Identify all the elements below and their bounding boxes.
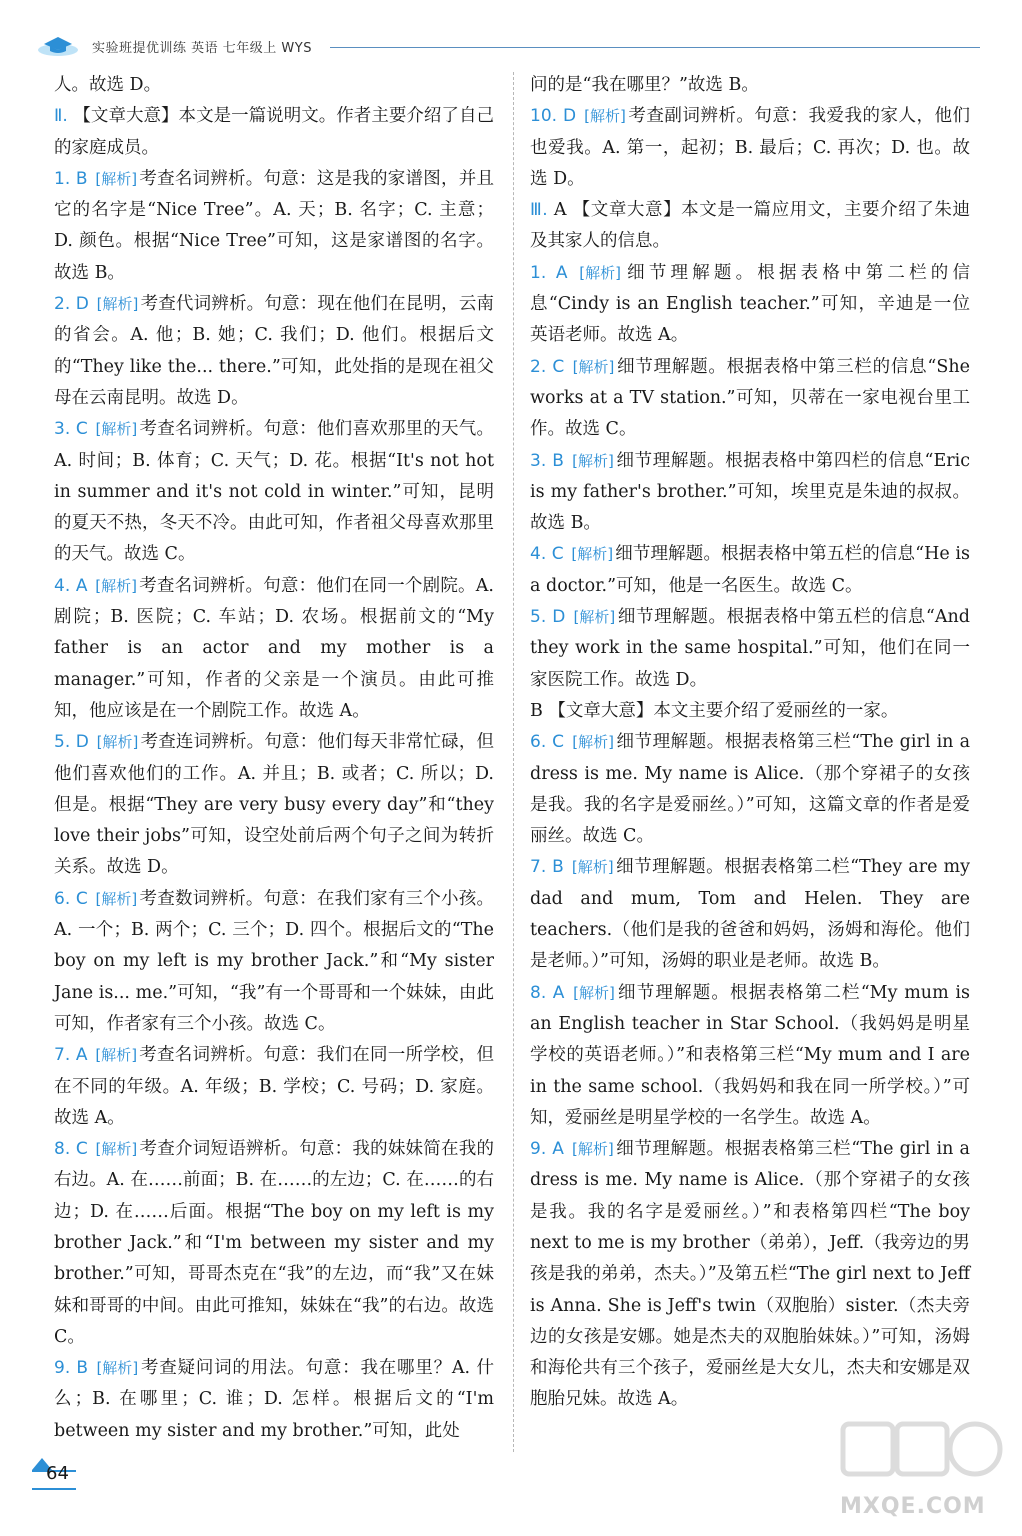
analysis-tag: [ 解析 ] [93, 571, 139, 602]
analysis-tag: [ 解析 ] [572, 602, 618, 633]
analysis-tag: [ 解析 ] [94, 1353, 140, 1384]
item-text: 考查代词辨析。句意：现在他们在昆明，云南的省会。A. 他；B. 她；C. 我们；D. 他们。根据后文的“They like the... there.”可知，此处指的是现在祖父母在云南昆明。故选 D。 [54, 294, 494, 408]
answer-item [54, 727, 494, 883]
answer-item [530, 727, 970, 852]
analysis-tag: [ 解析 ] [570, 852, 616, 883]
right-column [530, 70, 970, 1416]
analysis-tag: [ 解析 ] [571, 978, 617, 1009]
page-header [0, 0, 1022, 62]
analysis-tag: [ 解析 ] [95, 727, 141, 758]
item-text: 考查名词辨析。句意：他们在同一个剧院。A. 剧院；B. 医院；C. 车站；D. 农场。根据前文的“My father is an actor and my mother is a manager.”可知，作者的父亲是一个演员。由此可推知，他应该是在一个剧院工作。故选 A。 [54, 575, 494, 721]
item-text: 考查介词短语辨析。句意：我的妹妹简在我的右边。A. 在……前面；B. 在……的左边；C. 在……的右边；D. 在……后面。根据“The boy on my left is my brother Jack.”和“I'm between my sister and my brother.”可知，哥哥杰克在“我”的左边，而“我”又在妹妹和哥哥的中间。由此可推知，妹妹在“我”的右边。故选 C。 [54, 1139, 494, 1347]
item-number: 5. D [54, 732, 89, 753]
answer-item [54, 1353, 494, 1447]
answer-item [54, 101, 494, 164]
header-divider [330, 47, 980, 48]
graduation-cap-icon [36, 34, 80, 58]
item-number: 2. D [54, 294, 89, 315]
answer-item [530, 696, 970, 727]
item-text: 细节理解题。根据表格中第四栏的信息“Eric is my father's brother.”可知，埃里克是朱迪的叔叔。故选 B。 [530, 450, 970, 534]
answer-item [530, 101, 970, 195]
item-number: 3. C [54, 419, 88, 440]
item-text: 考查副词辨析。句意：我爱我的家人，他们也爱我。A. 第一，起初；B. 最后；C. 再次；D. 也。故选 D。 [530, 106, 970, 189]
analysis-tag: [ 解析 ] [569, 539, 615, 570]
item-number: 2. C [530, 356, 565, 377]
item-number: 4. C [530, 544, 564, 565]
analysis-tag: [ 解析 ] [570, 446, 616, 477]
answer-item [54, 289, 494, 414]
answer-item [54, 571, 494, 727]
item-number: Ⅲ. [530, 200, 548, 221]
item-text: 细节理解题。根据表格第三栏“The girl in a dress is me. My name is Alice.（那个穿裙子的女孩是我。我的名字是爱丽丝。）”和表格第四栏“The boy next to me is my brother（弟弟），Jeff.（我旁边的男孩是我的弟弟，杰夫。）”及第五栏“The girl next to Jeff is Anna. She is Jeff's twin（双胞胎）sister.（杰夫旁边的女孩是安娜。她是杰夫的双胞胎妹妹。）”可知，汤姆和海伦共有三个孩子，爱丽丝是大女儿，杰夫和安娜是双胞胎兄妹。故选 A。 [530, 1139, 970, 1410]
answer-item [530, 446, 970, 540]
analysis-tag: [ 解析 ] [93, 1040, 139, 1071]
column-divider [513, 72, 514, 1452]
analysis-tag: [ 解析 ] [570, 1134, 616, 1165]
item-text: 细节理解题。根据表格第二栏“They are my dad and mum, Tom and Helen. They are teachers.（他们是我的爸爸和妈妈，汤姆和海伦。他们是老师。）”可知，汤姆的职业是老师。故选 B。 [530, 857, 970, 972]
item-text: B 【文章大意】本文主要介绍了爱丽丝的一家。 [530, 700, 899, 721]
item-number: 6. C [530, 732, 565, 753]
item-number: 5. D [530, 607, 566, 628]
book-title: 实验班提优训练 英语 七年级上 WYS [92, 41, 312, 56]
analysis-tag: [ 解析 ] [94, 1134, 140, 1165]
left-column [54, 70, 494, 1447]
item-text: 考查疑问词的用法。句意：我在哪里？A. 什么；B. 在哪里；C. 谁；D. 怎样。根据后文的“I'm between my sister and my brother.”可知，此处 [54, 1358, 494, 1441]
item-text: 细节理解题。根据表格第三栏“The girl in a dress is me. My name is Alice.（那个穿裙子的女孩是我。我的名字是爱丽丝。）”可知，这篇文章的作者是爱丽丝。故选 C。 [530, 732, 970, 847]
analysis-tag: [ 解析 ] [571, 352, 617, 383]
answer-item [530, 1134, 970, 1416]
answer-item [530, 352, 970, 446]
item-number: 7. B [530, 857, 564, 878]
item-text: 细节理解题。根据表格中第五栏的信息“And they work in the same hospital.”可知，他们在同一家医院工作。故选 D。 [530, 607, 970, 690]
item-number: 7. A [54, 1045, 88, 1066]
item-text: 人。故选 D。 [54, 75, 162, 95]
analysis-tag: [ 解析 ] [93, 164, 139, 195]
answer-item [530, 258, 970, 352]
answer-item [54, 1040, 494, 1134]
item-number: 4. A [54, 575, 88, 596]
item-number: 10. D [530, 106, 577, 127]
item-text: 细节理解题。根据表格中第五栏的信息“He is a doctor.”可知，他是一名医生。故选 C。 [530, 544, 970, 596]
analysis-tag: [ 解析 ] [94, 414, 140, 445]
answer-item [54, 70, 494, 101]
analysis-tag: [ 解析 ] [95, 289, 141, 320]
item-text: A 【文章大意】本文是一篇应用文，主要介绍了朱迪及其家人的信息。 [530, 200, 970, 252]
item-text: 【文章大意】本文是一篇说明文。作者主要介绍了自己的家庭成员。 [54, 106, 494, 158]
item-text: 考查名词辨析。句意：这是我的家谱图，并且它的名字是“Nice Tree”。A. 天；B. 名字；C. 主意；D. 颜色。根据“Nice Tree”可知，这是家谱图的名字。故选 B。 [54, 168, 494, 283]
item-text: 考查名词辨析。句意：我们在同一所学校，但在不同的年级。A. 年级；B. 学校；C. 号码；D. 家庭。故选 A。 [54, 1045, 494, 1128]
item-text: 细节理解题。根据表格中第二栏的信息“Cindy is an English teacher.”可知，辛迪是一位英语老师。故选 A。 [530, 262, 970, 346]
item-text: 考查数词辨析。句意：在我们家有三个小孩。A. 一个；B. 两个；C. 三个；D. 四个。根据后文的“The boy on my left is my brother Jack.”和“My sister Jane is... me.”可知，“我”有一个哥哥和一个妹妹，由此可知，作者家有三个小孩。故选 C。 [54, 888, 494, 1034]
analysis-tag: [ 解析 ] [577, 258, 623, 289]
item-number: 6. C [54, 888, 88, 909]
item-text: 细节理解题。根据表格第二栏“My mum is an English teacher in Star School.（我妈妈是明星学校的英语老师。）”和表格第三栏“My mum and I are in the same school.（我妈妈和我在同一所学校。）”可知，爱丽丝是明星学校的一名学生。故选 A。 [530, 982, 970, 1128]
answer-item [530, 852, 970, 977]
item-number: Ⅱ. [54, 106, 68, 127]
analysis-tag: [ 解析 ] [582, 101, 628, 132]
answer-item [54, 884, 494, 1040]
item-number: 1. A [530, 262, 568, 283]
answer-item [54, 414, 494, 570]
item-text: 细节理解题。根据表格中第三栏的信息“She works at a TV station.”可知，贝蒂在一家电视台里工作。故选 C。 [530, 356, 970, 440]
answer-item [530, 539, 970, 602]
answer-item [54, 1134, 494, 1353]
item-number: 9. B [54, 1358, 89, 1379]
item-number: 3. B [530, 450, 564, 471]
item-text: 考查名词辨析。句意：他们喜欢那里的天气。A. 时间；B. 体育；C. 天气；D. 花。根据“It's not hot in summer and it's not cold in winter.”可知，昆明的夏天不热，冬天不冷。由此可知，作者祖父母喜欢那里的天气。故选 C。 [54, 419, 494, 565]
watermark-text: MXQE.COM [840, 1494, 986, 1519]
item-number: 9. A [530, 1139, 564, 1160]
item-number: 8. C [54, 1139, 88, 1160]
item-number: 8. A [530, 982, 565, 1003]
item-text: 考查连词辨析。句意：他们每天非常忙碌，但他们喜欢他们的工作。A. 并且；B. 或者；C. 所以；D. 但是。根据“They are very busy every day”和“they love their jobs”可知，设空处前后两个句子之间为转折关系。故选 D。 [54, 732, 494, 878]
answer-item [530, 195, 970, 258]
answer-item [530, 602, 970, 696]
item-text: 问的是“我在哪里？”故选 B。 [530, 75, 759, 95]
answer-item [530, 978, 970, 1134]
item-number: 1. B [54, 168, 88, 189]
analysis-tag: [ 解析 ] [570, 727, 616, 758]
answer-item [54, 164, 494, 289]
analysis-tag: [ 解析 ] [94, 884, 140, 915]
page-number: 64 [46, 1463, 69, 1484]
answer-item [530, 70, 970, 101]
